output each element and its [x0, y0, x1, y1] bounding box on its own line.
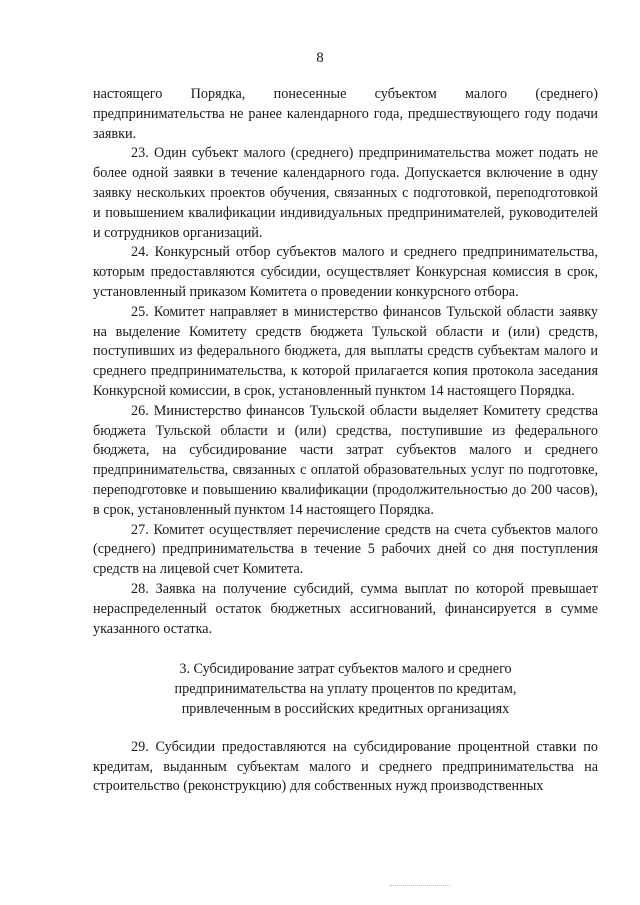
page-number: 8 [316, 50, 324, 66]
paragraph-25: 25. Комитет направляет в министерство финансов Тульской области заявку на выделение Комитету средств бюджета Тульской области и (или) средств, поступивших из федерального бюджета, для выплаты средств субъектам малого и среднего предпринимательства, к которой прилагается копия протокола заседания Конкурсной комиссии, в срок, установленный пунктом 14 настоящего Порядка. [93, 303, 598, 399]
section-heading-line-3: привлеченным в российских кредитных организациях [181, 700, 510, 717]
scan-artifact-line [390, 885, 450, 887]
section-heading-line-1: 3. Субсидирование затрат субъектов малого и среднего [179, 661, 512, 678]
section-heading [93, 660, 598, 719]
paragraph-continuation: настоящего Порядка, понесенные субъектом малого (среднего) предпринимательства не ранее календарного года, предшествующего году подачи заявки. [93, 86, 598, 142]
paragraph-26: 26. Министерство финансов Тульской области выделяет Комитету средства бюджета Тульской области и (или) средства, поступившие из федерального бюджета, на субсидирование части затрат субъектов малого и среднего предпринимательства, связанных с оплатой образовательных услуг по подготовке, переподготовке и повышению квалификации (продолжительностью до 200 часов), в срок, установленный пунктом 14 настоящего Порядка. [93, 402, 598, 518]
document-body [93, 85, 598, 797]
paragraph-27: 27. Комитет осуществляет перечисление средств на счета субъектов малого (среднего) предпринимательства в течение 5 рабочих дней со дня поступления средств на лицевой счет Комитета. [93, 521, 598, 578]
paragraph-29: 29. Субсидии предоставляются на субсидирование процентной ставки по кредитам, выданным субъектам малого и среднего предпринимательства на строительство (реконструкцию) для собственных нужд производственных [93, 738, 598, 795]
paragraph-28: 28. Заявка на получение субсидий, сумма выплат по которой превышает нераспределенный остаток бюджетных ассигнований, финансируется в сумме указанного остатка. [93, 580, 598, 637]
section-heading-line-2: предпринимательства на уплату процентов по кредитам, [174, 681, 517, 698]
paragraph-24: 24. Конкурсный отбор субъектов малого и среднего предпринимательства, которым предоставляются субсидии, осуществляет Конкурсная комиссия в срок, установленный приказом Комитета о проведении конкурсного отбора. [93, 244, 598, 300]
paragraph-23: 23. Один субъект малого (среднего) предпринимательства может подать не более одной заявки в течение календарного года. Допускается включение в одну заявку нескольких проектов обучения, связанных с подготовкой, переподготовкой и повышением квалификации индивидуальных предпринимателей, руководителей и сотрудников организаций. [93, 145, 598, 241]
